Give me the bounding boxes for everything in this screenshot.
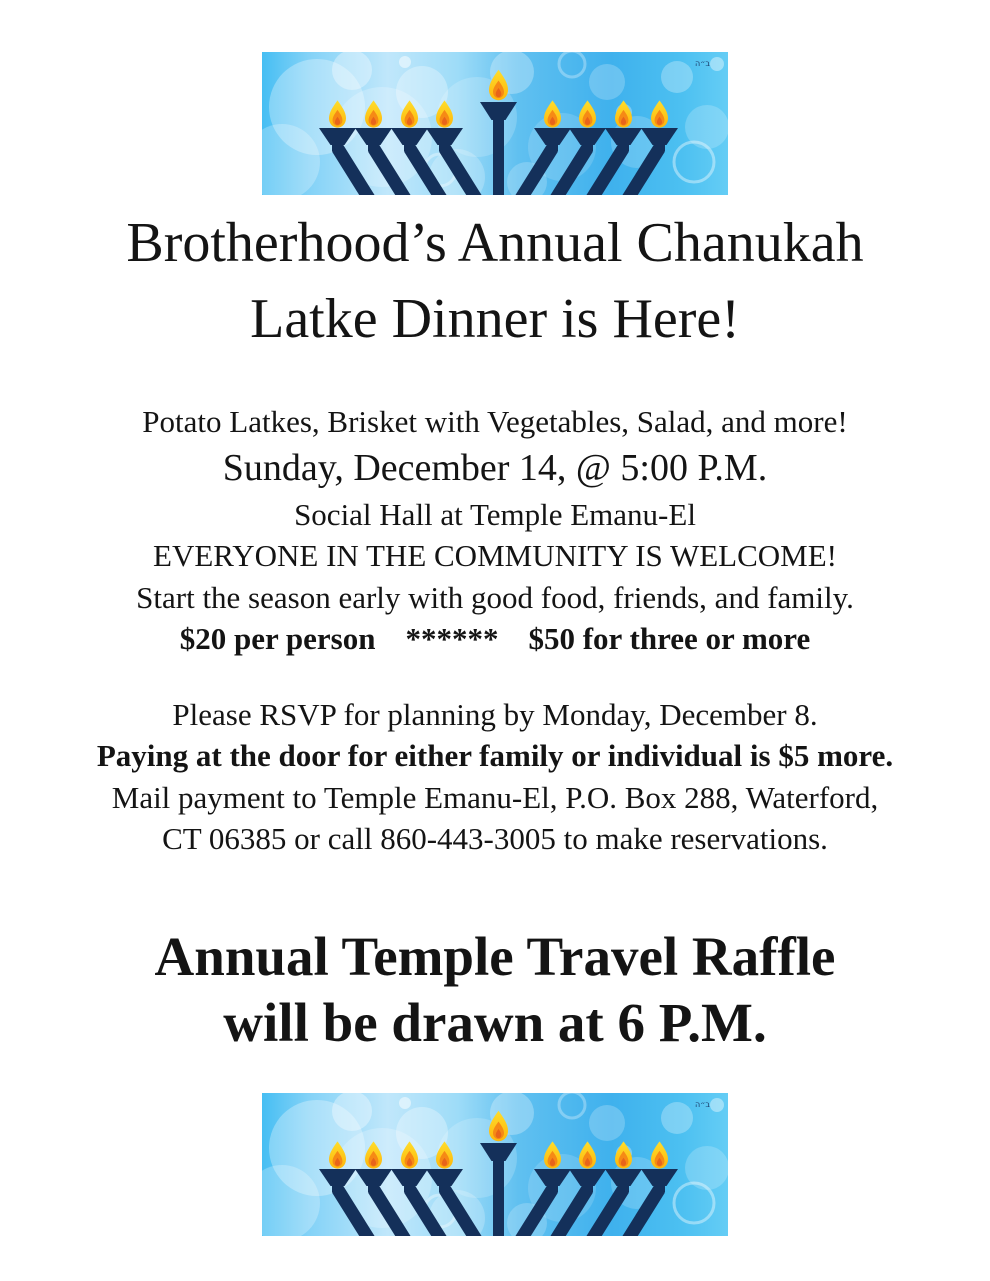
mail-payment-line: Mail payment to Temple Emanu-El, P.O. Box 288, Waterford,: [111, 779, 879, 815]
hebrew-bh-label: ב״ה: [694, 59, 710, 68]
rsvp-deadline-line: Please RSVP for planning by Monday, December 8.: [172, 696, 818, 732]
price-line: [0, 618, 990, 660]
price-separator-stars: ******: [405, 621, 499, 656]
title-line-2: Latke Dinner is Here!: [250, 288, 740, 350]
price-group-rate: $50 for three or more: [528, 621, 811, 656]
datetime-line: Sunday, December 14, @ 5:00 P.M.: [222, 446, 768, 489]
welcome-line: EVERYONE IN THE COMMUNITY IS WELCOME!: [153, 538, 837, 573]
banner-bottom: [262, 1093, 728, 1236]
season-line: Start the season early with good food, friends, and family.: [136, 579, 854, 615]
door-price-line: Paying at the door for either family or individual is $5 more.: [96, 738, 894, 773]
raffle-announcement: [0, 924, 990, 1056]
hebrew-bh-label: ב״ה: [694, 1099, 710, 1109]
banner-top: [262, 52, 728, 195]
raffle-line-1: Annual Temple Travel Raffle: [154, 925, 836, 987]
event-details: [0, 401, 990, 660]
rsvp-block: [0, 694, 990, 860]
flyer-title: [0, 205, 990, 357]
menu-line: Potato Latkes, Brisket with Vegetables, Salad, and more!: [142, 404, 848, 439]
menorah-graphic: [262, 52, 728, 195]
raffle-line-2: will be drawn at 6 P.M.: [223, 991, 767, 1053]
menorah-graphic: [262, 1093, 728, 1236]
title-line-1: Brotherhood’s Annual Chanukah: [126, 212, 864, 274]
price-per-person: $20 per person: [179, 621, 376, 656]
phone-reservation-line: CT 06385 or call 860-443-3005 to make reservations.: [162, 821, 828, 856]
location-line: Social Hall at Temple Emanu-El: [294, 496, 696, 532]
